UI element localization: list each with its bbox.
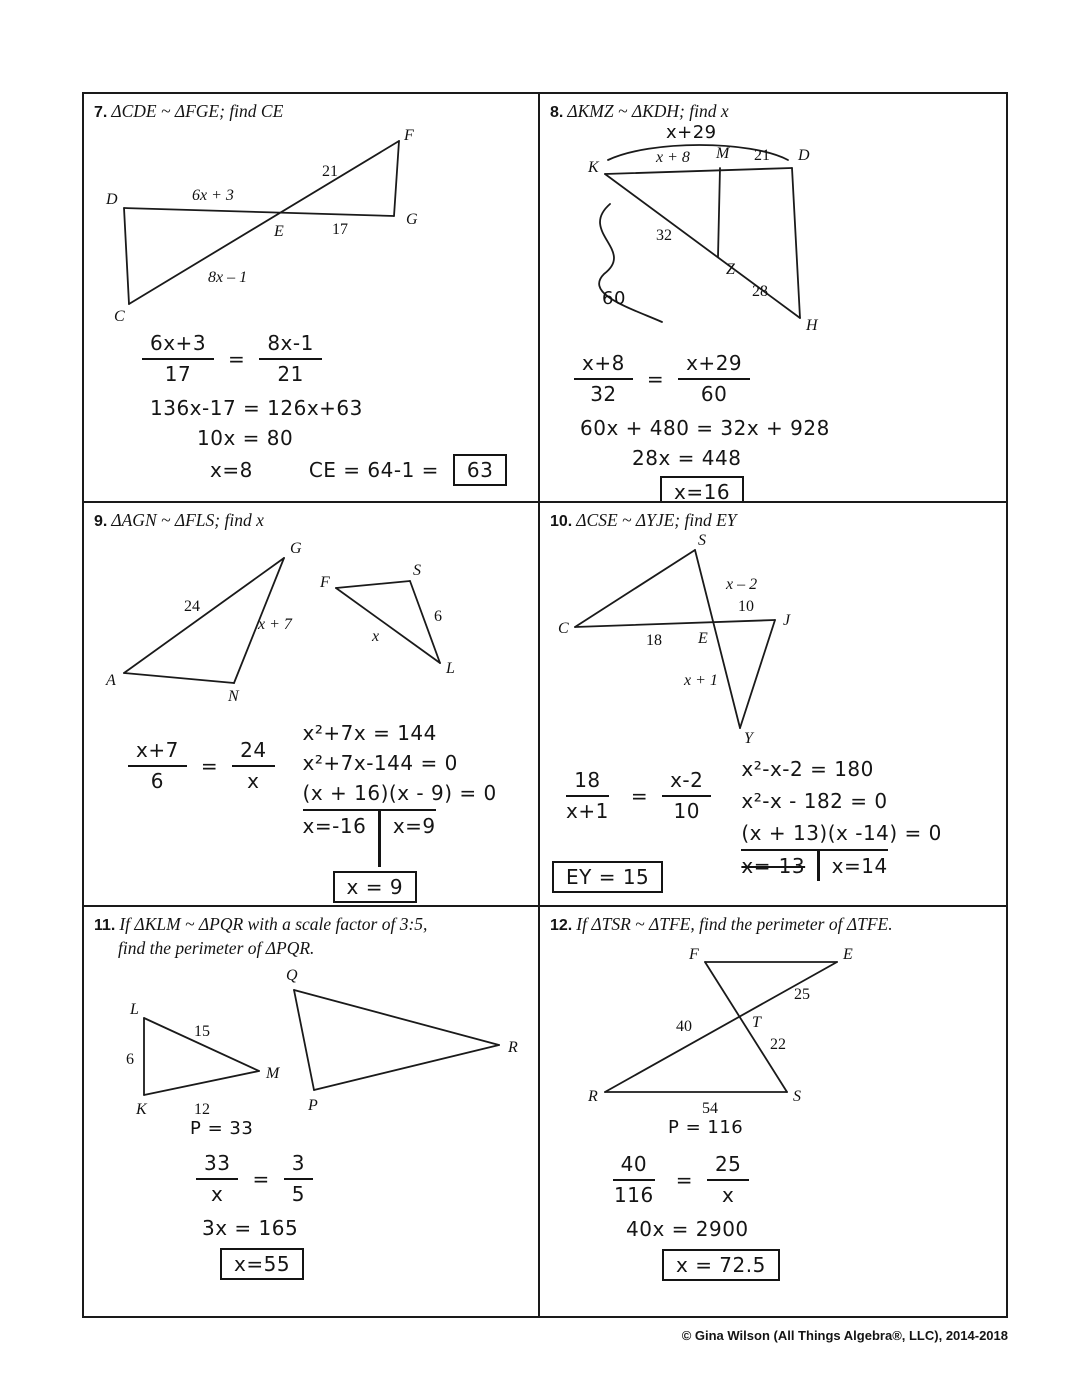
fraction-right [284, 1152, 313, 1206]
side-label-FL: x [372, 627, 380, 645]
worksheet-grid [82, 92, 1008, 1318]
fraction-denominator: 6 [150, 768, 165, 793]
vertex-label-F: F [689, 945, 699, 963]
vertex-label-R: R [508, 1039, 518, 1057]
edge-QR [294, 990, 499, 1045]
side-label-EJ: 10 [738, 597, 754, 615]
side-label-FE: 21 [322, 162, 338, 180]
vertex-label-A: A [106, 671, 116, 689]
problem-9-cell [84, 503, 540, 907]
fraction-denominator: x [247, 768, 260, 793]
problem-12-cell [540, 907, 1006, 1316]
edge-ER [605, 962, 837, 1092]
fraction-numerator: 24 [232, 739, 274, 767]
problem-12-title [550, 913, 996, 937]
side-label-KM: 12 [194, 1101, 210, 1119]
quadratic-solution [303, 721, 497, 903]
side-label-CE: 8x – 1 [208, 268, 248, 286]
side-label-GN: x + 7 [258, 615, 292, 633]
edge-FL [336, 588, 440, 663]
side-label-RS: 54 [702, 1099, 718, 1117]
vertex-label-Z: Z [726, 260, 735, 278]
fraction-numerator: 3 [284, 1152, 313, 1180]
edge-KD [605, 168, 792, 174]
brace-top-label: x+29 [666, 123, 717, 143]
proportion-equation [558, 769, 711, 823]
problem-12-statement: If ΔTSR ~ ΔTFE, find the perimeter of ΔTFE. [576, 914, 893, 934]
boxed-answer: x=55 [220, 1248, 304, 1280]
vertex-label-M: M [716, 144, 730, 162]
problem-7-statement: ΔCDE ~ ΔFGE; find CE [111, 101, 284, 121]
root-accepted: x=14 [831, 853, 888, 878]
work-line-factored: (x + 13)(x -14) = 0 [741, 820, 942, 845]
boxed-answer: 63 [453, 454, 507, 486]
fraction-left [196, 1152, 238, 1206]
vertex-label-T: T [752, 1013, 761, 1031]
problem-10-work [550, 757, 996, 893]
problem-8-title [550, 100, 996, 124]
side-label-KZ: 32 [656, 226, 672, 244]
edge-MZ [718, 168, 720, 257]
boxed-answer: x = 9 [333, 871, 418, 903]
perimeter-note: P = 116 [668, 1116, 744, 1137]
problem-10-diagram [550, 533, 986, 745]
vertex-label-S: S [698, 532, 706, 549]
triangle-edges [605, 168, 800, 318]
fraction-denominator: x [722, 1182, 735, 1207]
problem-8-cell [540, 94, 1006, 503]
fraction-right [259, 332, 322, 386]
side-label-SE: x – 2 [726, 575, 758, 593]
problem-8-diagram [550, 124, 986, 338]
equals-sign: = [630, 783, 649, 808]
side-label-CE: 18 [646, 631, 662, 649]
edge-CS [575, 550, 695, 627]
edge-DH [792, 168, 800, 318]
edge-JY [740, 620, 775, 728]
equals-sign: = [228, 346, 246, 371]
edge-CF [129, 141, 399, 304]
fraction-denominator: 116 [614, 1182, 654, 1207]
work-line: x²+7x-144 = 0 [302, 750, 458, 775]
vertex-label-D: D [798, 146, 810, 164]
work-line: 40x = 2900 [626, 1216, 749, 1241]
brace-left-label: 60 [602, 287, 626, 309]
quadratic-solution [741, 757, 942, 893]
vertex-label-Y: Y [744, 729, 753, 745]
edge-CJ [575, 620, 775, 627]
fraction-denominator: 17 [164, 361, 192, 386]
boxed-answer: x=16 [660, 476, 744, 503]
edge-DEG [124, 208, 394, 216]
vertex-label-D: D [106, 190, 118, 208]
work-line: x²-x-2 = 180 [741, 756, 874, 781]
fraction-denominator: 5 [291, 1182, 305, 1207]
vertex-label-F: F [320, 573, 330, 591]
problem-8-work [574, 352, 996, 503]
copyright-credit: © Gina Wilson (All Things Algebra®, LLC), 2014-2018 [681, 1328, 1008, 1343]
edge-FS [705, 962, 787, 1092]
side-label-TE: 25 [794, 985, 810, 1003]
fraction-numerator: 40 [613, 1153, 655, 1181]
problem-8-statement: ΔKMZ ~ ΔKDH; find x [567, 101, 729, 121]
problem-7-number: 7. [94, 104, 108, 121]
proportion-column [550, 757, 711, 893]
problem-12-number: 12. [550, 917, 573, 934]
perimeter-note: P = 33 [190, 1118, 254, 1137]
fraction-numerator: 25 [707, 1153, 749, 1181]
work-line: 28x = 448 [632, 445, 742, 470]
work-line: 3x = 165 [202, 1216, 299, 1241]
fraction-denominator: 10 [673, 798, 700, 823]
work-line: x²-x - 182 = 0 [741, 788, 888, 813]
proportion-equation [574, 352, 750, 406]
problem-7-title [94, 100, 528, 124]
edge-MK [144, 1071, 259, 1095]
proportion-equation [128, 739, 275, 793]
problem-9-work [94, 721, 528, 903]
problem-7-work [142, 332, 528, 486]
problem-11-number: 11. [94, 917, 116, 934]
problem-11-statement-line2: find the perimeter of ΔPQR. [118, 937, 315, 958]
triangle-edges [605, 962, 837, 1092]
problem-11-title-line1 [94, 913, 528, 937]
triangle-edges [124, 141, 399, 304]
problem-8-number: 8. [550, 104, 564, 121]
problem-11-diagram [94, 960, 530, 1136]
fraction-denominator: 21 [277, 361, 304, 386]
fraction-numerator: 33 [196, 1152, 238, 1180]
side-label-ZH: 28 [752, 282, 768, 300]
work-line-final [210, 454, 507, 486]
fraction-numerator: x+8 [574, 352, 633, 380]
problem-10-number: 10. [550, 513, 573, 530]
fraction-left [558, 769, 617, 823]
fraction-denominator: x [211, 1182, 224, 1207]
edge-FS [336, 581, 410, 588]
equals-sign: = [200, 753, 219, 778]
vertex-label-E: E [698, 629, 708, 647]
boxed-answer: EY = 15 [552, 861, 663, 893]
equals-sign: = [252, 1167, 270, 1192]
work-line-factored: (x + 16)(x - 9) = 0 [302, 780, 497, 805]
proportion-equation [142, 332, 322, 386]
fraction-numerator: 18 [566, 769, 608, 797]
side-label-TS: 22 [770, 1035, 786, 1053]
edge-FG [394, 141, 399, 216]
edge-AN [124, 673, 234, 683]
vertex-label-M: M [266, 1065, 280, 1083]
fraction-denominator: x+1 [566, 798, 609, 823]
fraction-denominator: 60 [700, 381, 728, 406]
side-label-RT: 40 [676, 1017, 692, 1035]
vertex-label-E: E [843, 945, 853, 963]
edge-RP [314, 1045, 499, 1090]
fraction-right [662, 769, 711, 823]
fraction-right [707, 1153, 749, 1207]
problem-11-statement-line1: If ΔKLM ~ ΔPQR with a scale factor of 3:5, [119, 914, 428, 934]
vertex-label-S: S [793, 1087, 801, 1105]
boxed-answer: x = 72.5 [662, 1249, 780, 1281]
fraction-numerator: 8x-1 [259, 332, 322, 360]
problem-7-diagram [94, 124, 530, 324]
roots-row [741, 849, 887, 881]
fraction-numerator: x+29 [678, 352, 750, 380]
vertex-label-S: S [413, 561, 421, 579]
problem-11-title-line2 [94, 937, 528, 961]
work-line: x²+7x = 144 [302, 720, 437, 745]
vertex-label-L: L [446, 659, 455, 677]
vertex-label-C: C [558, 619, 569, 637]
vertex-label-K: K [588, 158, 599, 176]
problem-11-work [196, 1152, 528, 1280]
side-label-LM: 15 [194, 1023, 210, 1041]
vertex-label-K: K [136, 1101, 147, 1119]
side-label-KM: x + 8 [656, 148, 690, 166]
vertex-label-Q: Q [286, 967, 298, 985]
root-rejected: x=-16 [302, 813, 367, 838]
proportion-equation [606, 1153, 749, 1207]
problem-9-number: 9. [94, 513, 108, 530]
vertex-label-G: G [290, 539, 302, 557]
side-label-LK: 6 [126, 1051, 134, 1069]
edge-KH [605, 174, 800, 318]
fraction-numerator: x+7 [128, 739, 187, 767]
fraction-right [678, 352, 750, 406]
problem-9-title [94, 509, 528, 533]
side-label-MD: 21 [754, 146, 770, 164]
roots-row [303, 809, 436, 841]
root-divider-line [378, 811, 381, 867]
problem-12-work [606, 1153, 996, 1281]
answer-statement: CE = 64-1 = [308, 457, 439, 482]
problem-9-statement: ΔAGN ~ ΔFLS; find x [111, 510, 264, 530]
fraction-left [574, 352, 633, 406]
equals-sign: = [675, 1167, 693, 1192]
side-label-AG: 24 [184, 597, 200, 615]
vertex-label-R: R [588, 1087, 598, 1105]
vertex-label-J: J [783, 611, 791, 629]
problem-11-cell [84, 907, 540, 1316]
triangle-edges [144, 990, 499, 1095]
work-line: 10x = 80 [197, 425, 294, 450]
problem-10-title [550, 509, 996, 533]
problem-10-statement: ΔCSE ~ ΔYJE; find EY [576, 510, 737, 530]
vertex-label-L: L [130, 1001, 139, 1019]
problem-7-cell [84, 94, 540, 503]
edge-PQ [294, 990, 314, 1090]
problem-11-title [94, 913, 528, 960]
root-accepted: x=9 [392, 813, 436, 838]
fraction-numerator: x-2 [662, 769, 711, 797]
fraction-denominator: 32 [590, 381, 617, 406]
problem-10-cell [540, 503, 1006, 907]
vertex-label-F: F [404, 126, 414, 144]
vertex-label-H: H [806, 316, 818, 334]
fraction-numerator: 6x+3 [142, 332, 214, 360]
work-line: x=8 [210, 457, 253, 482]
vertex-label-E: E [274, 222, 284, 240]
problem-9-diagram [94, 533, 530, 705]
side-label-DE: 6x + 3 [192, 186, 234, 204]
equals-sign: = [646, 366, 665, 391]
fraction-right [232, 739, 274, 793]
problem-12-diagram [550, 937, 986, 1137]
fraction-left [128, 739, 187, 793]
side-label-EG: 17 [332, 220, 348, 238]
work-line: 60x + 480 = 32x + 928 [580, 415, 830, 440]
fraction-left [142, 332, 214, 386]
vertex-label-G: G [406, 210, 418, 228]
fraction-left [606, 1153, 662, 1207]
work-line: 136x-17 = 126x+63 [150, 395, 363, 420]
proportion-equation [196, 1152, 313, 1206]
vertex-label-N: N [228, 687, 239, 705]
side-label-SL: 6 [434, 607, 442, 625]
root-rejected: x=-13 [741, 853, 806, 878]
vertex-label-C: C [114, 307, 125, 324]
side-label-EY: x + 1 [684, 671, 718, 689]
edge-DC [124, 208, 129, 304]
vertex-label-P: P [308, 1097, 318, 1115]
root-divider-line [817, 851, 820, 881]
